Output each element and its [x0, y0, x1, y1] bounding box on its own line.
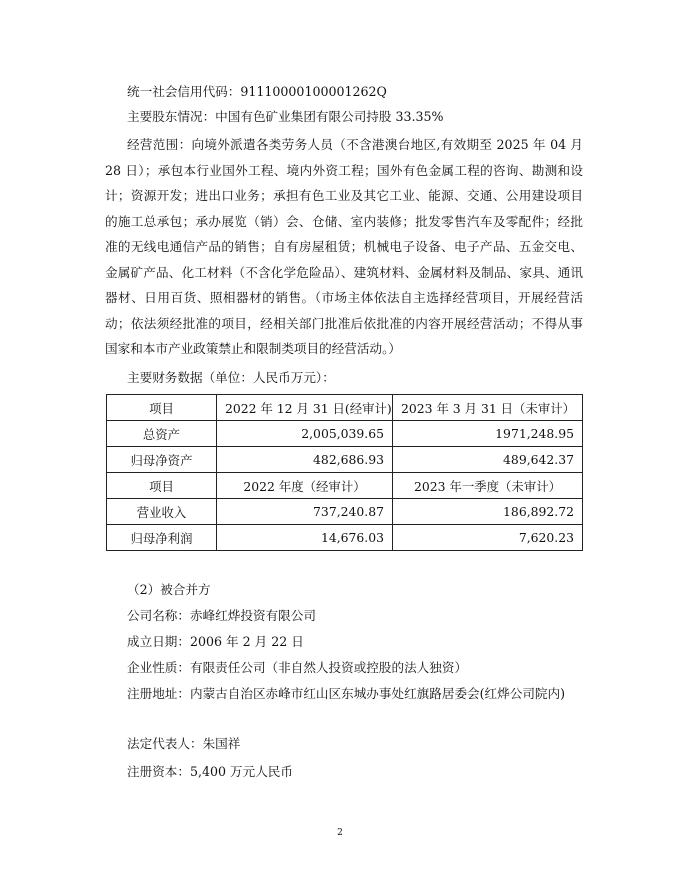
shareholder-line: 主要股东情况：中国有色矿业集团有限公司持股 33.35%: [127, 109, 444, 124]
table-cell: 489,642.37: [393, 447, 583, 473]
credit-code-line: 统一社会信用代码：91110000100001262Q: [127, 84, 387, 99]
table-cell: 482,686.93: [217, 447, 393, 473]
table-cell: 总资产: [107, 421, 217, 447]
table-header-row: [107, 473, 583, 499]
table-row: [107, 499, 583, 525]
registered-address-paragraph: 注册地址：内蒙古自治区赤峰市红山区东城办事处红旗路居委会(红烨公司院内): [127, 686, 566, 701]
table-cell: 2,005,039.65: [217, 421, 393, 447]
table-cell: 营业收入: [107, 499, 217, 525]
financial-data-heading: 主要财务数据（单位：人民币万元）：: [127, 370, 335, 385]
financial-data-table: [106, 394, 583, 551]
company-name-line: 公司名称：赤峰红烨投资有限公司: [127, 608, 316, 623]
table-row: [107, 525, 583, 551]
table-cell: 2022 年 12 月 31 日(经审计): [217, 395, 393, 421]
section-heading: （2）被合并方: [127, 582, 211, 597]
registered-capital-line: 注册资本：5,400 万元人民币: [127, 764, 293, 779]
table-cell: 归母净资产: [107, 447, 217, 473]
table-cell: 项目: [107, 395, 217, 421]
business-scope-paragraph: 经营范围：向境外派遣各类劳务人员（不含港澳台地区,有效期至 2025 年 04 月 28 日）；承包本行业国外工程、境内外资工程；国外有色金属工程的咨询、勘测和设计；资源开发；进出口业务；承担有色工业及其它工业、能源、交通、公用建设项目的施工总承包；承办展览（销）会、仓储、室内装修；批发零售汽车及零配件；经批准的无线电通信产品的销售；自有房屋租赁；机械电子设备、电子产品、五金交电、金属矿产品、化工材料（不含化学危险品）、建筑材料、金属材料及制品、家具、通讯器材、日用百货、照相器材的销售。（市场主体依法自主选择经营项目，开展经营活动；依法须经批准的项目，经相关部门批准后依批准的内容开展经营活动；不得从事国家和本市产业政策禁止和限制类项目的经营活动。）: [105, 137, 583, 356]
table-cell: 14,676.03: [217, 525, 393, 551]
table-row: [107, 421, 583, 447]
established-date-line: 成立日期：2006 年 2 月 22 日: [127, 634, 304, 649]
table-cell: 项目: [107, 473, 217, 499]
table-cell: 1971,248.95: [393, 421, 583, 447]
company-nature-line: 企业性质：有限责任公司（非自然人投资或控股的法人独资）: [127, 660, 468, 675]
table-header-row: [107, 395, 583, 421]
table-cell: 2023 年一季度（未审计）: [393, 473, 583, 499]
table-row: [107, 447, 583, 473]
page-number: 2: [337, 828, 343, 838]
table-cell: 186,892.72: [393, 499, 583, 525]
table-cell: 7,620.23: [393, 525, 583, 551]
table-cell: 2023 年 3 月 31 日（未审计）: [393, 395, 583, 421]
table-cell: 737,240.87: [217, 499, 393, 525]
table-cell: 2022 年度（经审计）: [217, 473, 393, 499]
table-cell: 归母净利润: [107, 525, 217, 551]
legal-representative-line: 法定代表人：朱国祥: [127, 736, 241, 751]
